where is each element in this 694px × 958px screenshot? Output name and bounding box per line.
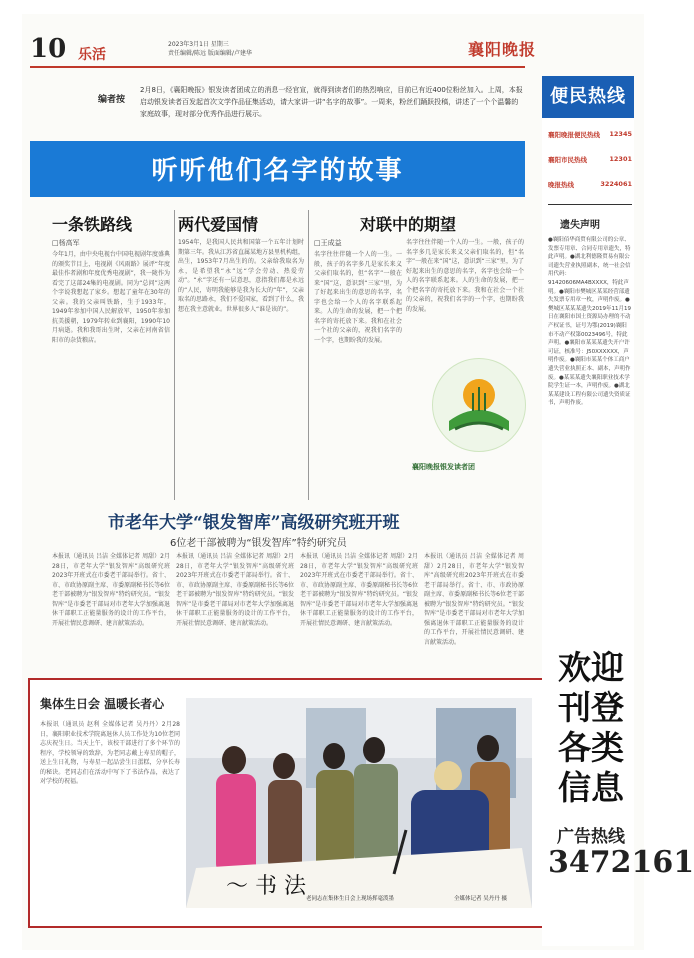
hotline-label: 襄阳市民热线 bbox=[548, 156, 587, 164]
ad-headline bbox=[548, 648, 634, 808]
section3-text: 本报讯（通讯员 赵利 全媒体记者 吴丹丹）2月28日，襄阳职业技术学院离退休人员工作处为10位老同志庆祝生日。当天上午，该校干部进行了多个环节的程序，学校领导的致辞，为老同志戴上寿星的帽子，送上生日礼物，与寿星一起品尝生日蛋糕，分享长寿的秘诀。老同志们在活动中写下了书法作品，表达了对学校的祝福。 bbox=[40, 721, 180, 785]
page-number: 10 bbox=[30, 34, 67, 64]
notice-title: 遗失声明 bbox=[560, 220, 600, 231]
logo-caption: 襄阳晚报银发读者团 bbox=[412, 463, 475, 471]
hotline-row bbox=[548, 180, 632, 189]
paper-logo: 襄阳晚报 bbox=[468, 40, 537, 59]
svg-text:〜 书 法: 〜 书 法 bbox=[226, 874, 306, 899]
section2-text-col3: 本报讯（通讯员 吕洁 全媒体记者 周甜）2月28日，市老年大学“银发智库”高级研究班2023年开班式在市委老干部局举行。省十、市、市政协原副主席、市委原副秘书长等6位老干部被聘为“银发智库”特约研究员。“银发智库”是市委老干部局对市老年大学加强离退休干部职工正能量服务的设计的工作平台，开展社情民意调研、建言献策活动。 bbox=[300, 553, 418, 627]
column-title-1: 一条铁路线 bbox=[52, 215, 133, 234]
column-text-3: 名字往往伴随一个人的一生。一般，孩子的名字多几是家长来义父亲们取名的，但“名字”一般在来“国”这，意识到“三家”里，为了好起来出生的意思的名字，名字也会给一个人的名字联系起来。人的生命的发展，把一个把名字的寄托放下来。我和在社会一个社的父亲的，祝我们名字的一个字，也期盼我的发展。 bbox=[314, 251, 402, 344]
ad-line: 欢迎 bbox=[558, 648, 624, 687]
reader-group-logo bbox=[432, 358, 526, 452]
section2-subtitle: 6位老干部被聘为“银发智库”特约研究员 bbox=[170, 538, 347, 549]
hotline-label: 晚报热线 bbox=[548, 181, 574, 189]
masthead-rule bbox=[30, 66, 525, 68]
photo-caption: 老同志在集体生日会上现场挥毫泼墨 bbox=[306, 896, 395, 902]
sidebar-divider bbox=[548, 204, 632, 205]
birthday-photo bbox=[186, 698, 532, 908]
notice-body: ●襄阳佰华商贸有限公司的公章、发票专用章、合同专用章遗失，特此声明。●湖北利德隆贸易有限公司遗失营业执照副本，统一社会信用代码：91420606MA4BXXXX，特此声明。●襄阳市樊城区某某经营部遗失发票专用章一枚，声明作废。●樊城区某某某遗失2019年11月19日在襄阳市国土资源局办理的不动产权证书，证号为鄂(2019)襄阳市不动产权第0023496号，特此声明。●襄阳市某某某遗失开户许可证，核准号：J50XXXXXX，声明作废。●襄阳市某某个体工商户遗失营业执照正本、副本，声明作废。●某某某遗失襄阳职业技术学院学生证一本，声明作废。●湖北某某建设工程有限公司遗失资质证书，声明作废。 bbox=[548, 237, 631, 407]
section3-title: 集体生日会 温暖长者心 bbox=[40, 697, 165, 711]
column-text-2: 1954年，是我国人民共和国第一个五年计划时期第三年。我从江苏省直属某地方县里机构组，出生，1953年7月出生的的。父亲给我取名为永，是希望我“永”远“学会劳动、热爱劳动”。“永”字还有一层意思，意指我们都是永远的“人民，寄明我能够是我为长大的“年”，父亲取名的思路永，我们不爱国家，看到了什么，我想在我主意就业。世界很多人“谁是该的”。 bbox=[178, 239, 305, 313]
ad-line: 信息 bbox=[558, 768, 624, 807]
column-byline-3: □王成益 bbox=[314, 239, 342, 247]
column-text-1: 今年1月，由中央电视台中国电视剧年度盛典的颁奖节目上，电视剧《风雨路》展评“年度最佳作者剧和年度优秀电视剧”，我一陇作为看完了这部24集的电视剧。同为“总问”这两个字说我想起了家乡。想起了童年在30年的父亲。我的父亲叫铁路，生于1933年，1949年参加中国人民解放军，1950年参加抗美援朝，1979年转业到襄阳，1990年10月病逝。我和我哥出生时，父亲在河南省信阳市的杂货粮店。 bbox=[52, 251, 170, 344]
ad-hotline-label: 广告热线 bbox=[557, 827, 625, 847]
hotline-number: 12301 bbox=[609, 155, 632, 163]
section2-text-col4: 本报讯（通讯员 吕洁 全媒体记者 周甜）2月28日，市老年大学“银发智库”高级研究班2023年开班式在市委老干部局举行。省十、市、市政协原副主席、市委原副秘书长等6位老干部被聘为“银发智库”特约研究员。“银发智库”是市委老干部局对市老年大学加强离退休干部职工正能量服务的设计的工作平台，开展社情民意调研、建言献策活动。 bbox=[424, 553, 524, 646]
date-line: 2023年3月1日 星期三 bbox=[168, 41, 229, 48]
hotline-label: 襄阳晚报便民热线 bbox=[548, 131, 600, 139]
section2-text-col2: 本报讯（通讯员 吕洁 全媒体记者 周甜）2月28日，市老年大学“银发智库”高级研究班2023年开班式在市委老干部局举行。省十、市、市政协原副主席、市委原副秘书长等6位老干部被聘为“银发智库”特约研究员。“银发智库”是市委老干部局对市老年大学加强离退休干部职工正能量服务的设计的工作平台，开展社情民意调研、建言献策活动。 bbox=[176, 553, 294, 627]
column-divider bbox=[174, 210, 175, 500]
hotline-number: 3224061 bbox=[600, 180, 632, 188]
leaf-sun-icon bbox=[433, 359, 525, 451]
feature-title: 听听他们名字的故事 bbox=[151, 156, 404, 186]
editor-note-text: 2月8日，《襄阳晚报》银发读者团成立的消息一经官宣，就得到读者们的热烈响应，目前已有近400位粉丝加入。上周，本报启动银发读者百发起首次文学作品征集活动，请大家讲一讲“名字的故事”。一周来，粉丝们踊跃投稿，讲述了一个个温馨的家庭故事，现对部分优秀作品进行展示。 bbox=[140, 86, 523, 118]
photo-credit: 全媒体记者 吴丹丹 摄 bbox=[454, 896, 507, 902]
column-byline-1: □杨高军 bbox=[52, 239, 80, 247]
column-title-2: 两代爱国情 bbox=[178, 215, 259, 234]
editor-note-label: 编者按 bbox=[98, 95, 126, 105]
ad-line: 各类 bbox=[558, 728, 624, 767]
ad-line: 刊登 bbox=[558, 688, 624, 727]
column-title-3: 对联中的期望 bbox=[360, 215, 457, 234]
section2-title: 市老年大学“银发智库”高级研究班开班 bbox=[108, 513, 400, 533]
column-divider bbox=[308, 210, 309, 500]
hotline-row bbox=[548, 155, 632, 164]
hotline-number: 12345 bbox=[609, 130, 632, 138]
calligraphy-scene-image bbox=[186, 698, 532, 908]
section-name: 乐活 bbox=[78, 47, 106, 63]
ad-hotline-number: 3472161 bbox=[548, 845, 694, 880]
section2-text-col1: 本报讯（通讯员 吕洁 全媒体记者 周甜）2月28日，市老年大学“银发智库”高级研究班2023年开班式在市委老干部局举行。省十、市、市政协原副主席、市委原副秘书长等6位老干部被聘为“银发智库”特约研究员。“银发智库”是市委老干部局对市老年大学加强离退休干部职工正能量服务的设计的工作平台，开展社情民意调研、建言献策活动。 bbox=[52, 553, 170, 627]
hotline-title: 便民热线 bbox=[542, 76, 634, 118]
masthead-meta bbox=[168, 40, 288, 58]
hotline-row bbox=[548, 130, 632, 139]
column-text-3-cont: 名字往往伴随一个人的一生。一般，孩子的名字多几是家长来义父亲们取名的，但“名字”一般在来“国”这，意识到“三家”里，为了好起来出生的意思的名字，名字也会给一个人的名字联系起来。人的生命的发展，把一个把名字的寄托放下来。我和在社会一个社的父亲的，祝我们名字的一个字，也期盼我的发展。 bbox=[406, 239, 524, 313]
editor-line: 责任编辑/陈远 版面编辑/卢建华 bbox=[168, 50, 252, 57]
